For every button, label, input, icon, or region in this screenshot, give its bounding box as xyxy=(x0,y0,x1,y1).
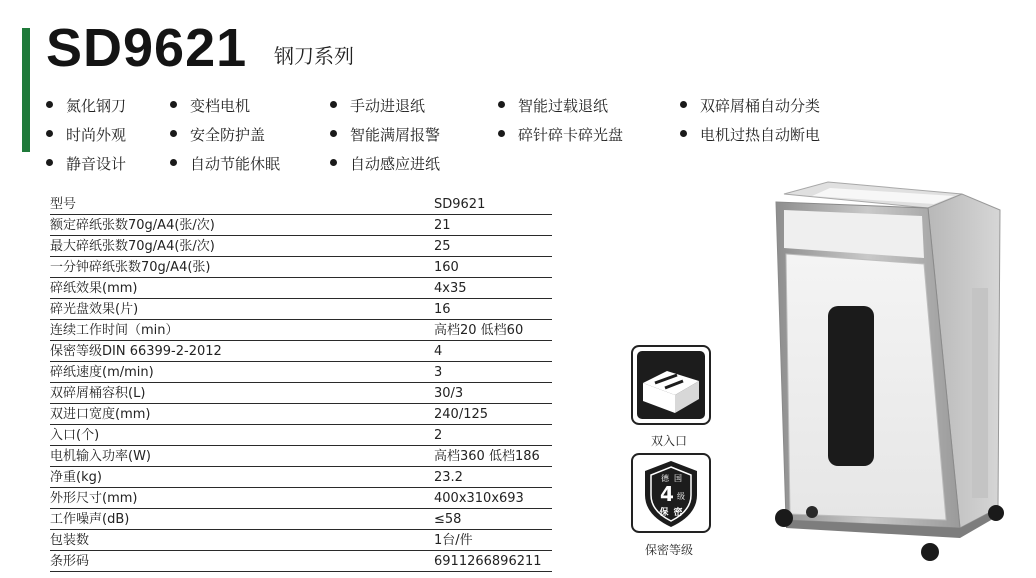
accent-bar xyxy=(22,28,30,152)
feature-item: 自动节能休眠 xyxy=(170,154,280,174)
feature-item: 智能过载退纸 xyxy=(498,96,608,116)
feature-item: 双碎屑桶自动分类 xyxy=(680,96,820,116)
shredder-product-image xyxy=(764,176,1014,566)
spec-label: 双碎屑桶容积(L) xyxy=(50,386,146,401)
security-bottom1: 保 xyxy=(659,508,669,518)
spec-label: 包装数 xyxy=(50,533,90,548)
spec-row xyxy=(50,215,552,236)
spec-value: 16 xyxy=(434,302,451,317)
spec-value: 240/125 xyxy=(434,407,489,422)
bullet-icon xyxy=(680,101,687,108)
feature-item: 智能满屑报警 xyxy=(330,125,440,145)
spec-row xyxy=(50,236,552,257)
spec-value: 21 xyxy=(434,218,451,233)
spec-label: 保密等级DIN 66399-2-2012 xyxy=(50,344,222,359)
feature-item: 氮化钢刀 xyxy=(46,96,126,116)
spec-value: 3 xyxy=(434,365,443,380)
spec-row xyxy=(50,320,552,341)
bullet-icon xyxy=(170,101,177,108)
spec-row xyxy=(50,446,552,467)
spec-row xyxy=(50,194,552,215)
spec-row xyxy=(50,257,552,278)
spec-label: 外形尺寸(mm) xyxy=(50,491,138,506)
bullet-icon xyxy=(498,130,505,137)
bullet-icon xyxy=(170,159,177,166)
feature-item: 自动感应进纸 xyxy=(330,154,440,174)
dual-entry-icon xyxy=(633,347,709,423)
spec-value: 6911266896211 xyxy=(434,554,542,569)
spec-value: 160 xyxy=(434,260,459,275)
spec-value: 2 xyxy=(434,428,443,443)
spec-row xyxy=(50,488,552,509)
spec-label: 入口(个) xyxy=(50,428,100,443)
spec-row xyxy=(50,467,552,488)
feature-item: 手动进退纸 xyxy=(330,96,425,116)
feature-item: 时尚外观 xyxy=(46,125,126,145)
spec-label: 碎光盘效果(片) xyxy=(50,302,139,317)
feature-item: 安全防护盖 xyxy=(170,125,265,145)
spec-label: 工作噪声(dB) xyxy=(50,512,130,527)
spec-row xyxy=(50,278,552,299)
bullet-icon xyxy=(170,130,177,137)
spec-table xyxy=(50,194,552,572)
spec-label: 额定碎纸张数70g/A4(张/次) xyxy=(50,218,215,233)
bullet-icon xyxy=(46,159,53,166)
model-title: SD9621 xyxy=(46,18,248,78)
spec-row xyxy=(50,404,552,425)
security-level-suffix: 级 xyxy=(677,492,685,501)
series-subtitle: 钢刀系列 xyxy=(274,44,354,68)
feature-item: 碎针碎卡碎光盘 xyxy=(498,125,623,145)
security-bottom2: 密 xyxy=(673,508,683,518)
spec-value: 23.2 xyxy=(434,470,463,485)
spec-label: 一分钟碎纸张数70g/A4(张) xyxy=(50,260,211,275)
spec-value: 高档360 低档186 xyxy=(434,449,540,464)
spec-label: 电机输入功率(W) xyxy=(50,449,151,464)
bullet-icon xyxy=(46,101,53,108)
feature-item: 电机过热自动断电 xyxy=(680,125,820,145)
spec-label: 型号 xyxy=(50,197,77,212)
spec-row xyxy=(50,551,552,572)
feature-item: 静音设计 xyxy=(46,154,126,174)
dual-entry-caption: 双入口 xyxy=(650,434,687,448)
security-top2: 国 xyxy=(674,474,682,483)
spec-row xyxy=(50,362,552,383)
spec-value: 4 xyxy=(434,344,443,359)
spec-value: 高档20 低档60 xyxy=(434,323,524,338)
spec-row xyxy=(50,341,552,362)
spec-value: 400x310x693 xyxy=(434,491,524,506)
bullet-icon xyxy=(330,130,337,137)
spec-value: ≤58 xyxy=(434,512,462,527)
spec-label: 碎纸效果(mm) xyxy=(50,281,138,296)
spec-label: 最大碎纸张数70g/A4(张/次) xyxy=(50,239,215,254)
spec-row xyxy=(50,383,552,404)
spec-label: 净重(kg) xyxy=(50,470,102,485)
spec-value: 30/3 xyxy=(434,386,464,401)
security-level: 4 xyxy=(660,482,674,506)
security-caption: 保密等级 xyxy=(644,543,693,557)
bullet-icon xyxy=(330,101,337,108)
spec-value: SD9621 xyxy=(434,197,486,212)
spec-label: 连续工作时间（min） xyxy=(50,323,179,338)
spec-value: 4x35 xyxy=(434,281,467,296)
spec-row xyxy=(50,299,552,320)
spec-value: 25 xyxy=(434,239,451,254)
feature-item: 变档电机 xyxy=(170,96,250,116)
spec-row xyxy=(50,425,552,446)
spec-label: 条形码 xyxy=(50,554,90,569)
spec-value: 1台/件 xyxy=(434,533,473,548)
spec-row xyxy=(50,530,552,551)
security-level-icon xyxy=(633,455,709,531)
bullet-icon xyxy=(46,130,53,137)
dual-entry-badge xyxy=(631,345,711,425)
bullet-icon xyxy=(498,101,505,108)
spec-label: 碎纸速度(m/min) xyxy=(50,365,154,380)
spec-row xyxy=(50,509,552,530)
bullet-icon xyxy=(330,159,337,166)
security-top1: 德 xyxy=(661,474,669,483)
spec-label: 双进口宽度(mm) xyxy=(50,407,151,422)
security-badge xyxy=(631,453,711,533)
bullet-icon xyxy=(680,130,687,137)
